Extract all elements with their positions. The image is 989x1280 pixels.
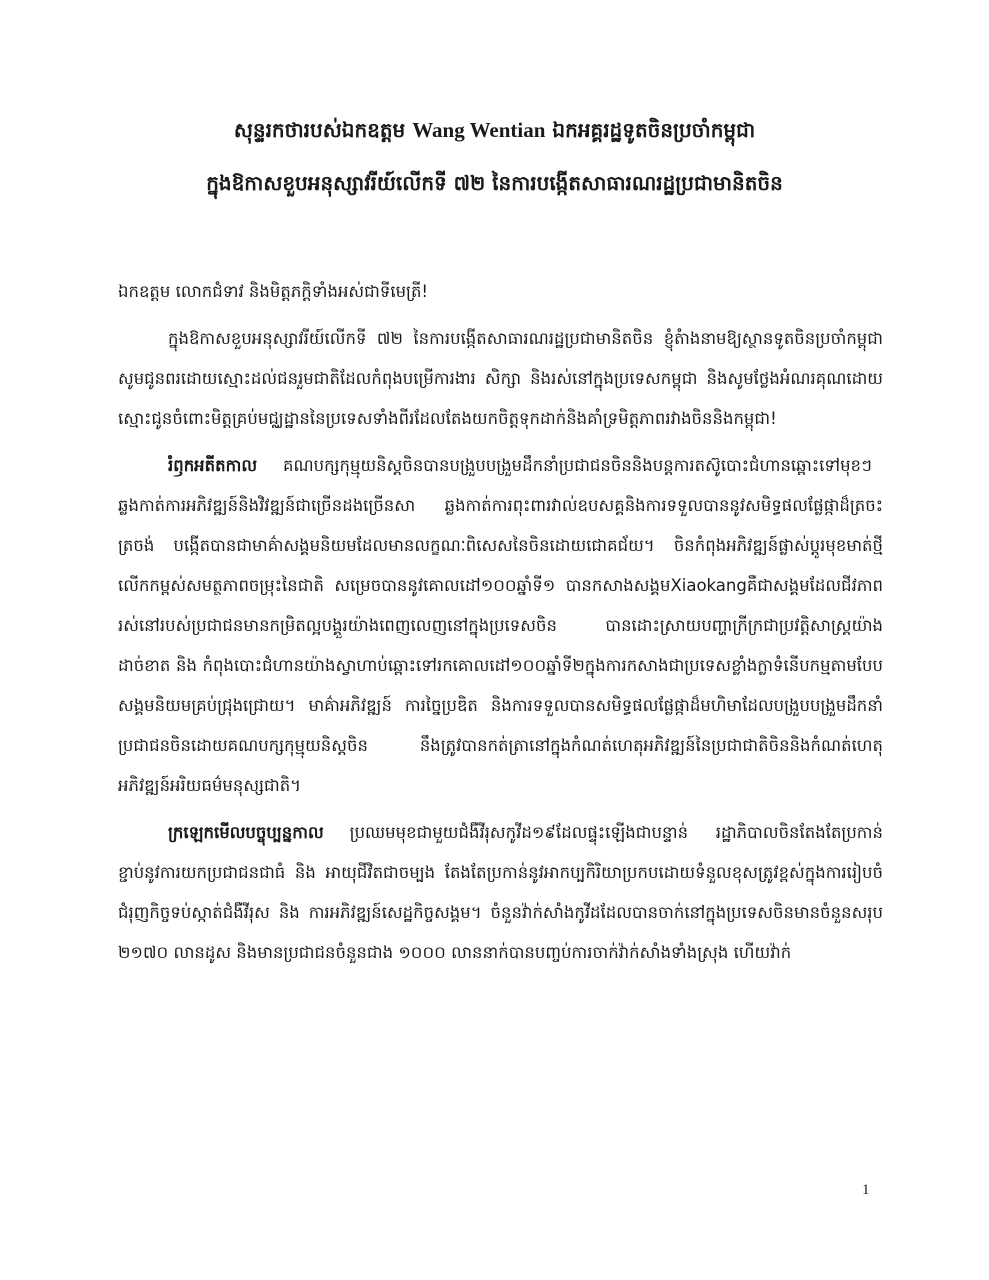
- paragraph-3: [118, 813, 883, 973]
- paragraph-1: ក្នុងឱកាសខួបអនុស្សាវរីយ៍លើកទី ៧២ នៃការបង្កើតសាធារណរដ្ឋប្រជាមានិតចិន ខ្ញុំតំាងនាមឱ្យស្ថានទូតចិនប្រចាំកម្ពុជាសូមជូនពរដោយស្មោះដល់ជនរួមជាតិដែលកំពុងបម្រើការងារ សិក្សា និងរស់នៅក្នុងប្រទេសកម្ពុជា និងសូមថ្លែងអំណរគុណដោយស្មោះជូនចំពោះមិត្តគ្រប់មជ្ឈដ្ឋាននៃប្រទេសទាំងពីរដែលតែងយកចិត្តទុកដាក់និងគាំទ្រមិត្តភាពរវាងចិននិងកម្ពុជា!: [118, 329, 883, 428]
- salutation: ឯកឧត្តម លោកជំទាវ និងមិត្តភក្តិទាំងអស់ជាទីមេត្រី!: [118, 282, 429, 301]
- ambassador-name: Wang Wentian: [412, 118, 546, 142]
- paragraph-2-text: គណបក្សកុម្មុយនិស្តចិនបានបង្រួបបង្រួមដឹកនាំប្រជាជនចិននិងបន្តការតស៊ូបោះជំហានឆ្ពោះទៅមុខៗ ឆ្លងកាត់ការអភិវឌ្ឍន៍និងវិវឌ្ឍន៍ជាច្រើនដងច្រើនសា ឆ្លងកាត់ការពុះពារវាល់ឧបសគ្គនិងការទទួលបាននូវសមិទ្ធផលផ្លែផ្កាដ៏ត្រចះត្រចង់ បង្កើតបានជាមាគ៌ាសង្គមនិយមដែលមានលក្ខណៈពិសេសនៃចិនដោយជោគជ័យ។ ចិនកំពុងអភិវឌ្ឍន៍ផ្លាស់ប្តូរមុខមាត់ថ្មី លើកកម្ពស់សមត្ថភាពចម្រុះនៃជាតិ សម្រេចបាននូវគោលដៅ១០០ឆ្នាំទី១ បានកសាងសង្គមXiaokangគឺជាសង្គមដែលជីវភាពរស់នៅរបស់ប្រជាជនមានកម្រិតល្អបង្គួរយ៉ាងពេញលេញនៅក្នុងប្រទេសចិន បានដោះស្រាយបញ្ហាក្រីក្រជាប្រវត្តិសាស្ត្រយ៉ាងដាច់ខាត និង កំពុងបោះជំហានយ៉ាងស្វាហាប់ឆ្ពោះទៅរកគោលដៅ១០០ឆ្នាំទី២ក្នុងការកសាងជាប្រទេសខ្លាំងក្លាទំនើបកម្មតាមបែបសង្គមនិយមគ្រប់ជ្រុងជ្រោយ។ មាគ៌ាអភិវឌ្ឍន៍ ការច្នៃប្រឌិត និងការទទួលបានសមិទ្ធផលផ្លែផ្កាដ៏មហិមាដែលបង្រួបបង្រួមដឹកនាំប្រជាជនចិនដោយគណបក្សកុម្មុយនិស្តចិន នឹងត្រូវបានកត់ត្រានៅក្នុងកំណត់ហេតុអភិវឌ្ឍន៍នៃប្រជាជាតិចិននិងកំណត់ហេតុអភិវឌ្ឍន៍អរិយធម៌មនុស្សជាតិ។: [118, 456, 883, 795]
- title-part-2: ឯកអគ្គរដ្ឋទូតចិនប្រចាំកម្ពុជា: [552, 118, 756, 142]
- paragraph-2-heading: រំឭកអតីតកាល: [168, 456, 258, 475]
- paragraph-2: [118, 446, 883, 806]
- paragraph-3-text: ប្រឈមមុខជាមួយជំងឺវីរុសកូវីដ១៩ដែលផ្ទុះឡើងជាបន្ទាន់ រដ្ឋាភិបាលចិនតែងតែប្រកាន់ខ្ជាប់នូវការយកប្រជាជនជាធំ និង អាយុជីវិតជាចម្បង តែងតែប្រកាន់នូវអាកប្បកិរិយាប្រកបដោយទំនួលខុសត្រូវខ្ពស់ក្នុងការរៀបចំជំរុញកិច្ចទប់ស្កាត់ជំងឺវីរុស និង ការអភិវឌ្ឍន៍សេដ្ឋកិច្ចសង្គម។ ចំនួនវ៉ាក់សាំងកូវីដដែលបានចាក់នៅក្នុងប្រទេសចិនមានចំនួនសរុប ២១៧០ លានដូស និងមានប្រជាជនចំនួនជាង ១០០០ លាននាក់បានបញ្ចប់ការចាក់វ៉ាក់សាំងទាំងស្រុង ហើយវ៉ាក់: [118, 823, 883, 962]
- title-part-1: សុន្ទរកថារបស់ឯកឧត្តម: [233, 118, 406, 142]
- paragraph-3-heading: ក្រឡេកមើលបច្ចុប្បន្នកាល: [168, 823, 324, 842]
- document-title-line-2: ក្នុងឱកាសខួបអនុស្សាវរីយ៍លើកទី ៧២ នៃការបង្កើតសាធារណរដ្ឋប្រជាមានិតចិន: [206, 171, 783, 195]
- page-number: 1: [862, 1182, 870, 1198]
- document-body: [118, 272, 883, 980]
- document-title-line-1: [100, 117, 889, 147]
